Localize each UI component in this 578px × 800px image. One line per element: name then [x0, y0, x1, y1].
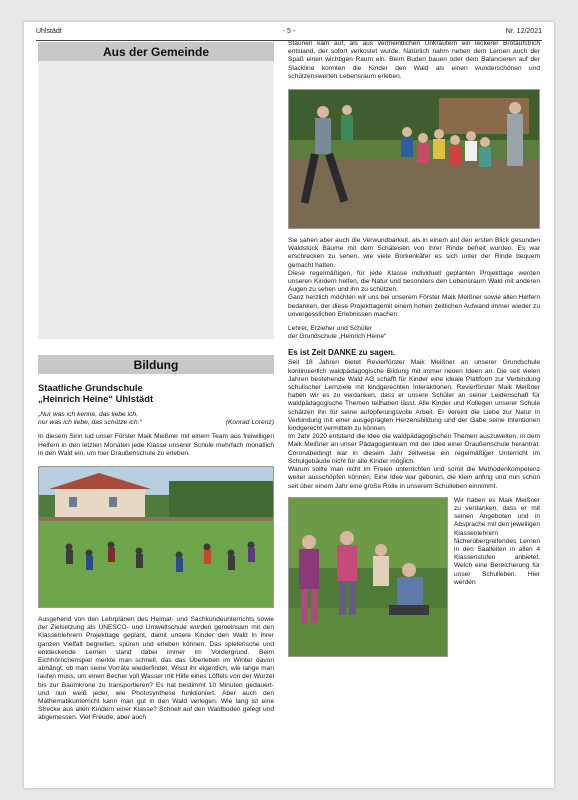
quote-line1: „Nur was ich kenne, das liebe ich,: [38, 411, 138, 418]
header-page-number: - 5 -: [282, 28, 296, 35]
article-intro: In diesem Sinn lud unser Förster Maik Meißner mit einem Team aus freiwilligen Helfern in den letzten Monaten jede Klasse unserer Schule mehrfach monatlich in den Wald ein, um hier Draußenschule zu erleben.: [38, 433, 274, 457]
article-body-right-p3: Diese regelmäßigen, für jede Klasse individuell geplanten Projekttage werden unseren Kindern helfen, die Natur und besonders den Lebensraum Wald mit anderen Augen zu sehen und ihn zu schützen.: [288, 269, 540, 294]
article-signature: [288, 325, 540, 341]
article-body-right-p2: Sie sahen aber auch die Verwundbarkeit, als in einem auf den ersten Blick gesunden Waldstück Bäume mit dem Schäleisen von ihrer Rinde befreit wurden. Es war erschrecken zu sehen, wie viele Borkenkäfer es sich unter der Rinde bequem gemacht hatten.: [288, 237, 540, 269]
article-body-left: Ausgehend von den Lehrplänen des Heimat- und Sachkundeunterrichts sowie der Zielsetzung als UNESCO- und Umweltschule wurden gemeinsam mit den Klassenlehrern Projekttage geplant, damit unsere Kinder den Wald in ihrer ganzen Vielfalt begreifen, spüren und erleben können. Das spielerische und entdeckende Lernen stand dabei immer im Vordergrund. Beim Eichhörnchenspiel merkte man schnell, das das Überleben im Winter davon abhängt, ob man seine Vorräte wiederfindet. Wisst ihr eigentlich, wie lange man laufen muss, um einen Becher voll Wasser mit Hilfe eines Löffels von der Wurzel bis zur Baumkrone zu transportieren? Es hat bestimmt 10 Minuten gedauert- und nun weiß jeder, wie Photosynthese funktioniert. Aber auch den Mathematikunterricht kann man gut in den Wald verlegen. Wie lang ist eine Strecke aus allen Kindern einer Klasse? Schnell auf den Waldboden gelegt und abgemessen. Viel Freude, aber auch: [38, 616, 274, 722]
danke-paragraph-3: Warum sollte man nicht im Freien unterrichten und somit die Methodenkompetenz weiter ausschöpfen können. Eine Idee war geboren, die klein anfing und nun schon seit über einem Jahr eine große Rolle in unserem Schulleben einnimmt.: [288, 466, 540, 490]
danke-paragraph-2: Im Jahr 2020 entstand die Idee die waldpädagogischen Themen auszuweiten, in dem Maik Meißner an unser Pädagogenteam mit der Idee einer Draußenschule herantrat. Coronabedingt war in diesem Jahr zeitweise ein regelmäßiger Unterricht im Schulgebäude nicht für alle Kinder möglich.: [288, 433, 540, 465]
blank-gray-area: [38, 61, 274, 339]
signature-line2: der Grundschule „Heinrich Heine“: [288, 333, 387, 341]
wrapped-text-column: [454, 497, 540, 587]
photo-children-playing-meadow: [38, 466, 274, 608]
article-body-right-top: Staunen kam auf, als aus vermeintlichen Unkräutern ein leckerer Brotaufstrich entstand, der sofort verkostet wurde. Natürlich nahm neben dem Lernen auch der Spaß einen wichtigen Raum ein. Beim Buden bauen oder dem Balancieren auf der Slackline konnten die Kinder den Wald als einen wunderschönen und schützenswerten Lebensraum erleben.: [288, 40, 540, 80]
quote-author: (Konrad Lorenz): [225, 419, 274, 427]
header-issue-number: Nr. 12/2021: [505, 28, 542, 35]
wrapped-paragraph: Wir haben es Maik Meißner zu verdanken, dass er mit seinen Angeboten und in Absprache mit den jeweiligen Klassenlehrern fächerübergreifendes Lernen in den Saalleiten in allen 4 Klassenstufen anbietet. Welch eine Bereicherung für unser Schulleben. Hier werden: [454, 496, 540, 586]
quote-line2: nur was ich liebe, das schütze ich:“: [38, 419, 142, 427]
left-column: [38, 40, 274, 723]
newspaper-page: [24, 22, 554, 788]
photo-children-forest-lesson: [288, 497, 448, 657]
danke-paragraph-1: Seit 18 Jahren bietet Revierförster Maik Meißner an unserer Grundschule kontinuierlich waldpädagogische Bildung mit immer neuen Ideen an. Die seit vielen Jahren bestehende Wald AG schafft für Kinder eine ideale Plattform zur Verbindung schulischer Lernziele mit kindgerechten Interaktionen. Revierförster Maik Meißner haben wir es zu verdanken, dass er unsere Schüler an seiner Leidenschaft für waldpädagogische Themen teilhaben lässt. Alle Kinder und Kollegen unserer Schule schätzen ihn für seine aufopferungsvolle Arbeit. Er vereint die Liebe zur Natur in Verbindung mit einer ausgeprägten Herzensbildung und der Gabe seine Intentionen kindgerecht vermitteln zu können.: [288, 359, 540, 433]
header-town: Uhlstädt: [36, 28, 62, 35]
photo-forester-with-children: [288, 89, 540, 229]
section-heading-bildung: Bildung: [38, 355, 274, 374]
quote: [38, 411, 274, 427]
article-title-line2: „Heinrich Heine“ Uhlstädt: [38, 393, 154, 404]
danke-subheading: Es ist Zeit DANKE zu sagen.: [288, 348, 396, 358]
article-body-right-p4: Ganz herzlich möchten wir uns bei unserem Förster Maik Meißner sowie allen Helfern bedanken, der diese Projekttagemit einem hohen zeitlichen Aufwand immer wieder zu unvergesslichen Erlebnissen machen.: [288, 294, 540, 318]
article-title: [38, 382, 274, 404]
article-title-line1: Staatliche Grundschule: [38, 382, 143, 393]
signature-line1: Lehrer, Erzieher und Schüler: [288, 325, 372, 333]
photo-with-text-row: [288, 497, 540, 657]
section-heading-gemeinde: Aus der Gemeinde: [38, 42, 274, 61]
right-column: [288, 40, 540, 657]
